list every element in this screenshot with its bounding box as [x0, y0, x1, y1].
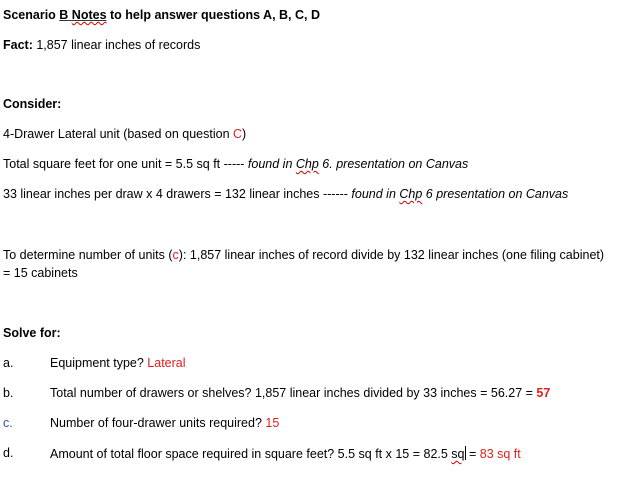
heading-scenario-letter: B	[59, 8, 69, 22]
solve-item-d-eq: =	[465, 447, 480, 461]
solve-item-b-label: b.	[3, 386, 14, 400]
consider-line-3-chp: Chp	[399, 187, 423, 201]
consider-line-2-chp: Chp	[295, 157, 319, 171]
solve-item-d-label: d.	[3, 446, 14, 460]
solve-item-c-label: c.	[3, 416, 13, 430]
heading-notes	[68, 8, 106, 22]
consider-line-1-text: 4-Drawer Lateral unit (based on question	[3, 127, 233, 141]
heading-prefix: Scenario	[3, 8, 60, 22]
solve-item-a-answer: Lateral	[147, 356, 186, 370]
consider-line-2-italic-pre: found in	[247, 157, 296, 171]
solve-label: Solve for:	[3, 326, 61, 340]
consider-line-3-italic-pre: found in	[351, 187, 400, 201]
determine-paragraph	[3, 246, 613, 282]
solve-item-c-answer: 15	[265, 416, 280, 430]
consider-line-2	[3, 157, 468, 171]
solve-item-d-squig: sq	[451, 447, 465, 461]
consider-line-1	[3, 127, 246, 141]
fact-label: Fact:	[3, 38, 33, 52]
consider-line-2-text: Total square feet for one unit = 5.5 sq ft -----	[3, 157, 248, 171]
consider-line-3-italic-post: 6 presentation on Canvas	[422, 187, 569, 201]
determine-pre: To determine number of units (	[3, 248, 173, 262]
determine-ref: c	[172, 248, 179, 262]
solve-item-d-answer: 83 sq ft	[479, 447, 521, 461]
consider-line-2-italic-post: 6. presentation on Canvas	[318, 157, 469, 171]
solve-item-b-answer: 57	[536, 386, 551, 400]
page-heading	[3, 8, 320, 22]
determine-post: ): 1,857 linear inches of record divide by 132 linear inches (one filing cabinet) = 15 cabinets	[3, 248, 605, 280]
fact-text: 1,857 linear inches of records	[32, 38, 201, 52]
solve-item-d-text: Amount of total floor space required in square feet? 5.5 sq ft x 15 = 82.5	[50, 447, 452, 461]
consider-label: Consider:	[3, 97, 62, 111]
fact-line	[3, 38, 200, 52]
consider-line-1-ref: C	[233, 127, 243, 141]
heading-notes-word: Notes	[71, 8, 107, 22]
solve-item-a-label: a.	[3, 356, 14, 370]
heading-suffix: to help answer questions A, B, C, D	[106, 8, 320, 22]
solve-item-b-text: Total number of drawers or shelves? 1,857 linear inches divided by 33 inches = 56.27 =	[50, 386, 537, 400]
consider-line-3-text: 33 linear inches per draw x 4 drawers = 132 linear inches ------	[3, 187, 352, 201]
solve-item-c-text: Number of four-drawer units required?	[50, 416, 266, 430]
consider-line-3	[3, 187, 568, 201]
consider-line-1-close: )	[242, 127, 247, 141]
solve-item-a-text: Equipment type?	[50, 356, 148, 370]
